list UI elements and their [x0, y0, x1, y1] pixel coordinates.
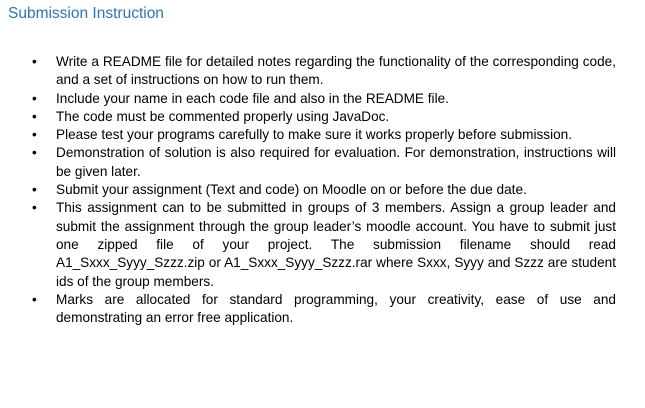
- list-item: [26, 90, 616, 108]
- bullet-icon: •: [32, 200, 37, 216]
- list-item: [26, 108, 616, 126]
- list-item-text: This assignment can to be submitted in groups of 3 members. Assign a group leader and submit the assignment through the group leader’s moodle account. You have to submit just one zipped file of your project. The submission filename should read A1_Sxxx_Syyy_Szzz.zip or A1_Sxxx_Syyy_Szzz.rar where Sxxx, Syyy and Szzz are student ids of the group members.: [56, 200, 616, 289]
- list-item-text: Write a README file for detailed notes regarding the functionality of the corresponding code, and a set of instructions on how to run them.: [56, 54, 616, 88]
- bullet-icon: •: [32, 90, 37, 106]
- bullet-icon: •: [32, 182, 37, 198]
- bullet-icon: •: [32, 108, 37, 124]
- list-item-text: Submit your assignment (Text and code) on Moodle on or before the due date.: [56, 182, 527, 198]
- list-item-text: Marks are allocated for standard programming, your creativity, ease of use and demonstrating an error free application.: [56, 291, 616, 326]
- list-item: [26, 181, 616, 199]
- list-item-text: Include your name in each code file and also in the README file.: [56, 90, 449, 106]
- list-item-text: Demonstration of solution is also required for evaluation. For demonstration, instructions will be given later.: [56, 145, 616, 179]
- list-item: [26, 199, 616, 290]
- list-item: [26, 126, 616, 144]
- instruction-list: [26, 53, 616, 327]
- bullet-icon: •: [32, 291, 37, 307]
- list-item: [26, 53, 616, 90]
- section-heading: Submission Instruction: [8, 5, 164, 22]
- list-item: [26, 291, 616, 328]
- list-item-text: The code must be commented properly using JavaDoc.: [56, 108, 390, 124]
- list-item: [26, 144, 616, 181]
- bullet-icon: •: [32, 54, 37, 69]
- list-item-text: Please test your programs carefully to make sure it works properly before submission.: [56, 127, 573, 143]
- bullet-icon: •: [32, 145, 37, 161]
- bullet-icon: •: [32, 127, 37, 143]
